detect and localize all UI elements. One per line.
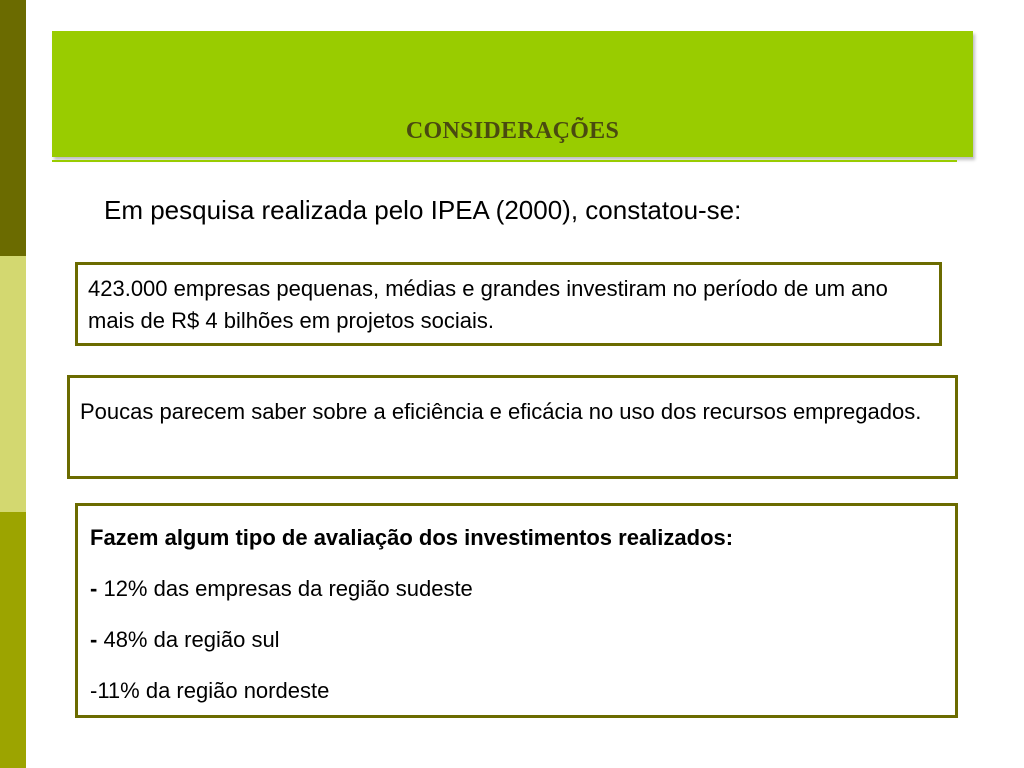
list-item xyxy=(90,673,943,724)
title-band xyxy=(52,31,973,157)
list-item-prefix: - xyxy=(90,627,104,652)
investment-box xyxy=(75,262,942,346)
side-bar-middle xyxy=(0,256,26,512)
list-item-text: 48% da região sul xyxy=(103,627,280,652)
evaluation-box xyxy=(75,503,958,718)
intro-text: Em pesquisa realizada pelo IPEA (2000), constatou-se: xyxy=(104,195,742,225)
side-bar-top xyxy=(0,0,26,256)
list-item xyxy=(90,571,943,622)
list-item-prefix: - xyxy=(90,576,104,601)
investment-text: 423.000 empresas pequenas, médias e grandes investiram no período de um ano mais de R$ 4 bilhões em projetos sociais. xyxy=(88,276,888,333)
side-bar-bottom xyxy=(0,512,26,768)
slide-title: CONSIDERAÇÕES xyxy=(405,118,620,144)
list-item-text: 12% das empresas da região sudeste xyxy=(103,576,473,601)
list-item-text: -11% da região nordeste xyxy=(90,678,330,703)
title-underline xyxy=(52,160,957,162)
efficiency-text: Poucas parecem saber sobre a eficiência e eficácia no uso dos recursos empregados. xyxy=(80,399,922,424)
list-item xyxy=(90,622,943,673)
efficiency-box xyxy=(67,375,958,479)
evaluation-heading: Fazem algum tipo de avaliação dos investimentos realizados: xyxy=(90,525,734,550)
